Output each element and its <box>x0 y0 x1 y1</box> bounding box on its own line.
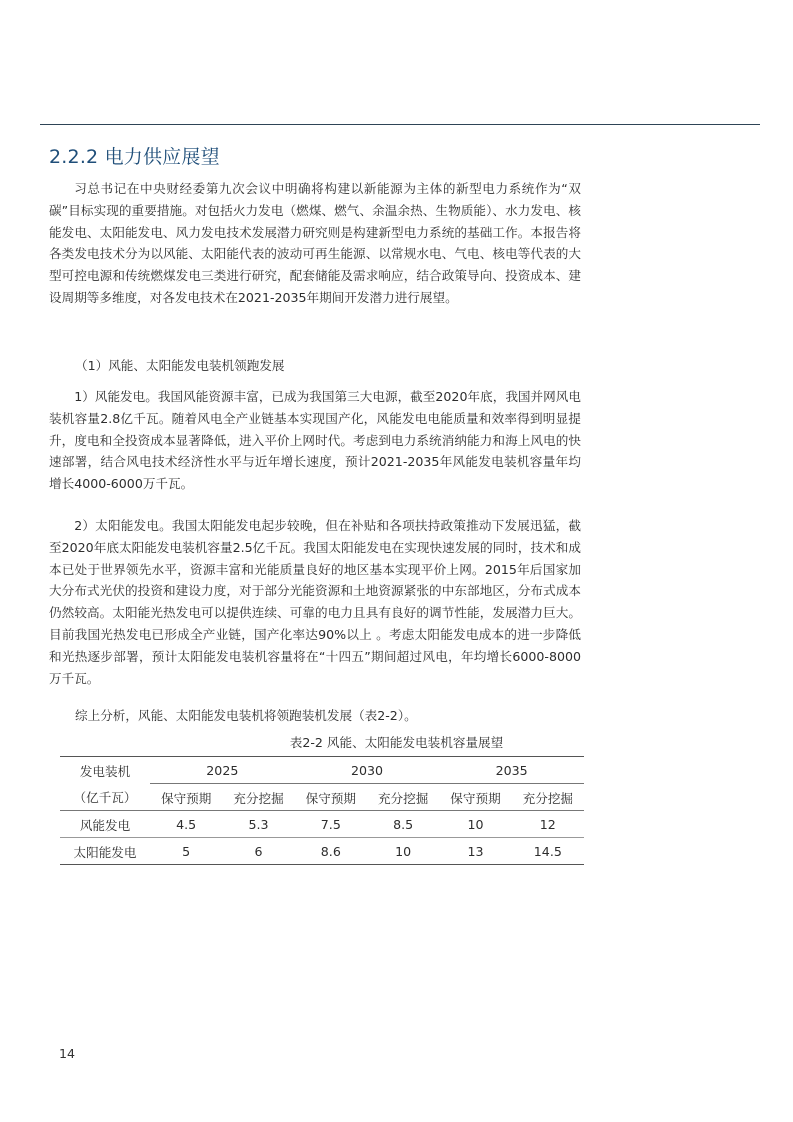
scenario-header: 保守预期 <box>295 784 367 811</box>
year-header-2035: 2035 <box>439 757 584 784</box>
scenario-header: 充分挖掘 <box>367 784 439 811</box>
table-cell: 4.5 <box>150 811 222 838</box>
wind-paragraph: 1）风能发电。我国风能资源丰富，已成为我国第三大电源，截至2020年底，我国并网风电装机容量2.8亿千瓦。随着风电全产业链基本实现国产化，风能发电电能质量和效率得到明显提升，度电和全投资成本显著降低，进入平价上网时代。考虑到电力系统消纳能力和海上风电的快速部署，结合风电技术经济性水平与近年增长速度，预计2021-2035年风能发电装机容量年均增长4000-6000万千瓦。 <box>49 389 581 492</box>
table-header-row-scenarios <box>60 784 584 811</box>
table-cell: 10 <box>439 811 511 838</box>
row-label-solar: 太阳能发电 <box>60 838 150 865</box>
summary-paragraph: 综上分析，风能、太阳能发电装机将领跑装机发展（表2-2）。 <box>75 708 417 723</box>
table-cell: 7.5 <box>295 811 367 838</box>
year-header-2025: 2025 <box>150 757 295 784</box>
scenario-header: 保守预期 <box>439 784 511 811</box>
header-rule <box>40 124 760 125</box>
scenario-header: 保守预期 <box>150 784 222 811</box>
table-corner-top: 发电装机 <box>60 757 150 784</box>
table-cell: 5.3 <box>222 811 294 838</box>
table-cell: 8.5 <box>367 811 439 838</box>
section-heading: 2.2.2 电力供应展望 <box>49 146 220 168</box>
table-cell: 12 <box>512 811 584 838</box>
table-cell: 13 <box>439 838 511 865</box>
subsection-heading: （1）风能、太阳能发电装机领跑发展 <box>75 358 285 373</box>
page-number: 14 <box>59 1046 76 1061</box>
table-cell: 5 <box>150 838 222 865</box>
row-label-wind: 风能发电 <box>60 811 150 838</box>
table-row <box>60 811 584 838</box>
intro-paragraph: 习总书记在中央财经委第九次会议中明确将构建以新能源为主体的新型电力系统作为“双碳”目标实现的重要措施。对包括火力发电（燃煤、燃气、余温余热、生物质能）、水力发电、核能发电、太阳能发电、风力发电技术发展潜力研究则是构建新型电力系统的基础工作。本报告将各类发电技术分为以风能、太阳能代表的波动可再生能源、以常规水电、气电、核电等代表的大型可控电源和传统燃煤发电三类进行研究，配套储能及需求响应，结合政策导向、投资成本、建设周期等多维度，对各发电技术在2021-2035年期间开发潜力进行展望。 <box>49 181 581 305</box>
capacity-table <box>60 756 584 865</box>
scenario-header: 充分挖掘 <box>222 784 294 811</box>
table-cell: 10 <box>367 838 439 865</box>
scenario-header: 充分挖掘 <box>512 784 584 811</box>
table-cell: 8.6 <box>295 838 367 865</box>
solar-paragraph: 2）太阳能发电。我国太阳能发电起步较晚，但在补贴和各项扶持政策推动下发展迅猛，截至2020年底太阳能发电装机容量2.5亿千瓦。我国太阳能发电在实现快速发展的同时，技术和成本已处于世界领先水平，资源丰富和光能质量良好的地区基本实现平价上网。2015年后国家加大分布式光伏的投资和建设力度，对于部分光能资源和土地资源紧张的中东部地区，分布式成本仍然较高。太阳能光热发电可以提供连续、可靠的电力且具有良好的调节性能，发展潜力巨大。目前我国光热发电已形成全产业链，国产化率达90%以上 。考虑太阳能发电成本的进一步降低和光热逐步部署，预计太阳能发电装机容量将在“十四五”期间超过风电，年均增长6000-8000万千瓦。 <box>49 518 581 686</box>
year-header-2030: 2030 <box>295 757 440 784</box>
table-header-row-years <box>60 757 584 784</box>
table-corner-bottom: （亿千瓦） <box>60 784 150 811</box>
table-cell: 14.5 <box>512 838 584 865</box>
table-row <box>60 838 584 865</box>
table-caption: 表2-2 风能、太阳能发电装机容量展望 <box>289 735 504 750</box>
table-cell: 6 <box>222 838 294 865</box>
